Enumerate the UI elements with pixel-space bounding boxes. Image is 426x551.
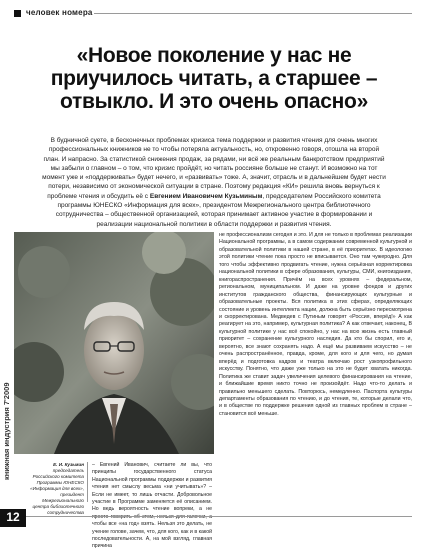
magazine-side-label: книжная индустрия 7'2009 (2, 382, 11, 480)
header-rule (94, 13, 412, 14)
portrait-image (14, 232, 214, 454)
caption-role: председатель Российского комитета Программы ЮНЕСКО «Информация для всех», президент Межрегионального центра библиотечного сотрудничества (30, 468, 84, 515)
lead-person-name: Евгением Ивановичем Кузьминым (149, 192, 263, 200)
caption-divider (87, 462, 88, 502)
page-number: 12 (6, 510, 20, 524)
article-headline: «Новое поколение у нас не приучилось читать, а старшее – отвыкло. И это очень опасно» (50, 44, 378, 113)
section-marker (14, 10, 21, 17)
photo-caption (26, 462, 84, 516)
portrait-photo (14, 232, 214, 454)
caption-name: Е. И. Кузьмин (53, 462, 84, 467)
lead-text-a: В будничной суете, в бесконечных проблемах кризиса тема поддержки и развития чтения для очень многих профессиональных книжников не то чтобы потеряла актуальность, но, откровенно говоря, отошла на второй план. И напрасно. За статистикой снижения продаж, за рядами, ни всё же реальным банкротством предприятий мы забыли о главном – о том, что кризис пройдёт, но читать россияне больше не станут. И возможно на тот момент уже и «поддерживать» будет нечего, и «развивать» тоже. А, значит, отрасль и в дальнейшем будет нести потери, независимо от экономической ситуации в стране. Поэтому редакция «КИ» решила вновь вернуться к проблеме чтения и обсудить её с (42, 137, 386, 200)
article-lead (42, 136, 386, 229)
article-column-middle: – Евгений Иванович, считаете ли вы, что принципы государственного статуса Национальной программы поддержки и развития чтения нет смыслу весьма «ни учитывать»? – Если не имеет, то лишь отчасти. Добровольное участие в Программе заменяется её описанием. Но ведь вероятность чтение вопреки, а не чтобы все «на год» взять. Нельзя это делать, не учение голове, зачем, что, для кого, как и в какой последовательности. А, на мой взгляд, главная причина (92, 462, 212, 550)
footer-rule (26, 516, 412, 517)
lead-text-b: , председателем Российского комитета программы ЮНЕСКО «Информация для всех», президентом Межрегионального центра библиотечного сотрудничества – общественной организацией, которая принимает активное участие в формировании и реализации национальной политики в области поддержки и развития чтения. (55, 192, 381, 228)
section-label: человек номера (26, 8, 93, 17)
article-column-right: не профессионализм сегодня и это. И для не только в проблемах реализации Национальной программы, а в самом содержании современной культурной и образовательной политики в нашей стране, в её приоритетах. В идеологию этой политики чтение пока просто не вписывается. Оно там чужеродно. Для того чтобы эффективно продвигать чтение, нужна серьёзная корректировка национальной политики в сфере образования, культуры, СМИ, книгоиздания, книгораспространения. Причём на всех уровнях – федеральном, региональном, муниципальном. И даже на уровне фондов и других институтов гражданского общества, финансирующих культурные и образовательные проекты. Вся политика в этих сферах, определяющих состояние и уровень интеллекта нации, должна быть серьёзно пересмотрена и скорректирована. Медведев с Путиным говорят «Россия, вперёд!» А как реагирует на это, например, культурная политика? А как отвечает, наконец, В культурной политике у нас всё спокойно, у нас на всю жизнь есть главный приоритет – сохранение культурного наследия. Да кто бы спорил, его и, вероятно, все знают сохранять надо. А ещё мы развиваем искусство – не очень распространённое, правда, кроме, для кого и для чего, но думая вперёд и подготовка кадров и театра включаю рост узкопрофильного искусству. Понятно, что даже уже только на это не будет хватать никогда. Политика же ставит задач увеличения целевого финансирования на чтение, и ближайшие время никто точно не произойдёт. Надо что-то делать и правильно меньшего сделать. Повторюсь, немедленно. Паспорта культуры департаменты образования по чтению, и до чтения, те, которые делали что, и в обществе по поддержке решения одной из главных проблем в стране – становится всё меньше. (219, 232, 412, 417)
